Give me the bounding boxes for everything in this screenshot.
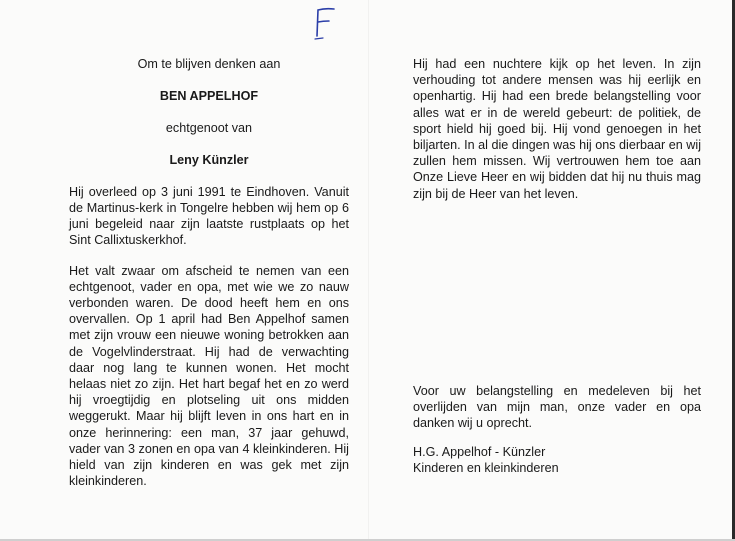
signature-line-2: Kinderen en kleinkinderen <box>413 460 559 475</box>
deceased-name: BEN APPELHOF <box>159 89 259 104</box>
tribute-paragraph: Het valt zwaar om afscheid te nemen van een echtgenoot, vader en opa, met wie we zo nauw verbonden waren. De dood heeft hem en ons overvallen. Op 1 april had Ben Appelhof samen met zijn vrouw een nieuwe woning betrokken aan de Vogelvlinderstraat. Hij had de verwachting daar nog lang te kunnen wonen. Het mocht helaas niet zo zijn. Het hart begaf het en zo werd hij vroegtijdig en plotseling uit ons midden weggerukt. Maar hij blijft leven in ons hart en in onze herinnering: een man, 37 jaar gehuwd, vader van 3 zonen en opa van 4 kleinkinderen. Hij hield van zijn kinderen en was gek met zijn kleinkinderen. <box>69 263 349 489</box>
right-column <box>413 56 701 202</box>
death-notice-paragraph: Hij overleed op 3 juni 1991 te Eindhoven. Vanuit de Martinus-kerk in Tongelre hebben wij hem op 6 juni begeleid naar zijn laatste rustplaats op het Sint Callixtuskerkhof. <box>69 184 349 248</box>
signature-line-1: H.G. Appelhof - Künzler <box>413 444 546 459</box>
acknowledgement-block <box>413 383 701 476</box>
fold-line <box>368 0 369 541</box>
character-paragraph: Hij had een nuchtere kijk op het leven. In zijn verhouding tot andere mensen was hij eerlijk en openhartig. Hij had een brede belangstelling voor alles wat er in de wereld gebeurt: de politiek, de sport hield hij goed bij. Hij vond genoegen in het biljarten. In al die dingen was hij ons dierbaar en wij zullen hem missen. Wij vertrouwen hem toe aan Onze Lieve Heer en wij bidden dat hij nu thuis mag zijn bij de Heer van het leven. <box>413 57 701 201</box>
intro-line: Om te blijven denken aan <box>137 57 281 71</box>
relation-line: echtgenoot van <box>165 121 253 136</box>
handwritten-f-mark <box>310 6 340 40</box>
left-column <box>69 56 349 503</box>
thanks-paragraph: Voor uw belangstelling en medeleven bij het overlijden van mijn man, onze vader en opa danken wij u oprecht. <box>413 384 701 431</box>
spouse-name: Leny Künzler <box>169 152 249 167</box>
